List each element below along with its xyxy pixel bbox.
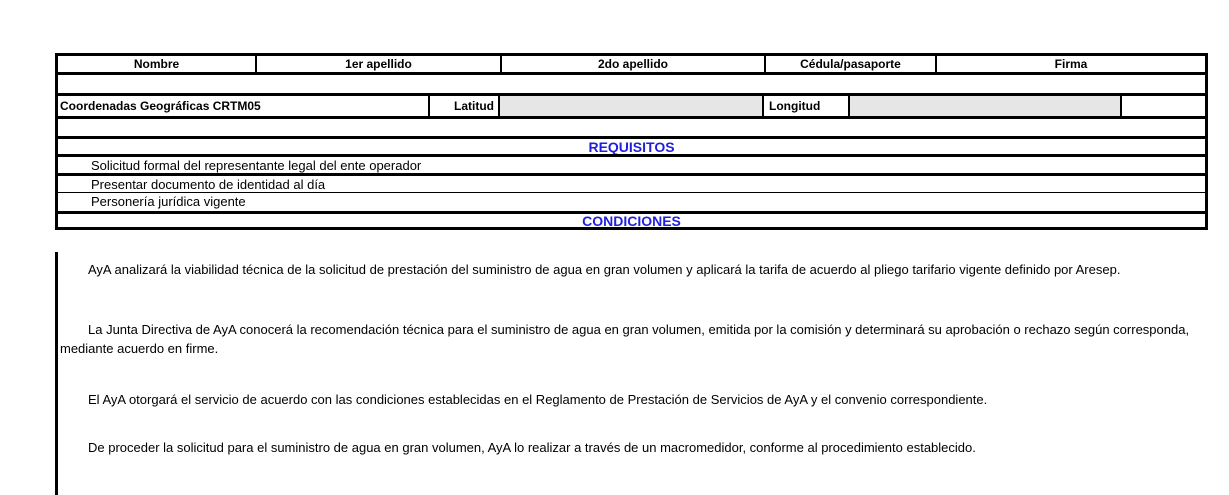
condiciones-title-row: [58, 211, 1205, 230]
condicion-paragraph: [58, 390, 1215, 409]
condiciones-block: [55, 252, 1208, 495]
latitud-field[interactable]: [498, 96, 762, 116]
application-form: [55, 53, 1208, 230]
condicion-paragraph: [58, 260, 1215, 279]
header-apellido2: 2do apellido: [500, 56, 764, 72]
requisitos-title: REQUISITOS: [588, 138, 675, 155]
blank-row-1: [58, 72, 1205, 93]
longitud-field[interactable]: [848, 96, 1120, 116]
requisito-item: Presentar documento de identidad al día: [58, 173, 1205, 192]
blank-row-2: [58, 116, 1205, 136]
coords-label: Coordenadas Geográficas CRTM05: [60, 99, 261, 113]
header-apellido1: 1er apellido: [255, 56, 500, 72]
coords-row: [58, 93, 1205, 116]
latitud-label: Latitud: [428, 96, 498, 116]
requisitos-title-row: [58, 136, 1205, 154]
header-nombre: Nombre: [133, 57, 180, 71]
condiciones-title: CONDICIONES: [582, 212, 681, 229]
header-firma: Firma: [935, 56, 1205, 72]
requisito-item: Solicitud formal del representante legal del ente operador: [58, 154, 1205, 173]
condicion-text: La Junta Directiva de AyA conocerá la recomendación técnica para el suministro de agua en gran volumen, emitida por la comisión y determinará su aprobación o rechazo según corresponda, mediante acuerdo en firme.: [60, 322, 1190, 356]
condicion-text: El AyA otorgará el servicio de acuerdo con las condiciones establecidas en el Reglamento de Prestación de Servicios de AyA y el convenio correspondiente.: [88, 392, 988, 407]
requisito-item: Personería jurídica vigente: [58, 192, 1205, 211]
coords-extra-cell: [1120, 96, 1205, 116]
condicion-paragraph: [58, 438, 1215, 457]
condicion-text: De proceder la solicitud para el suministro de agua en gran volumen, AyA lo realizar a través de un macromedidor, conforme al procedimiento establecido.: [88, 440, 976, 455]
header-row: [58, 53, 1205, 72]
condicion-text: AyA analizará la viabilidad técnica de la solicitud de prestación del suministro de agua en gran volumen y aplicará la tarifa de acuerdo al pliego tarifario vigente definido por Aresep.: [88, 262, 1121, 277]
condicion-paragraph: [58, 320, 1215, 358]
header-cedula: Cédula/pasaporte: [764, 56, 935, 72]
longitud-label: Longitud: [762, 96, 848, 116]
